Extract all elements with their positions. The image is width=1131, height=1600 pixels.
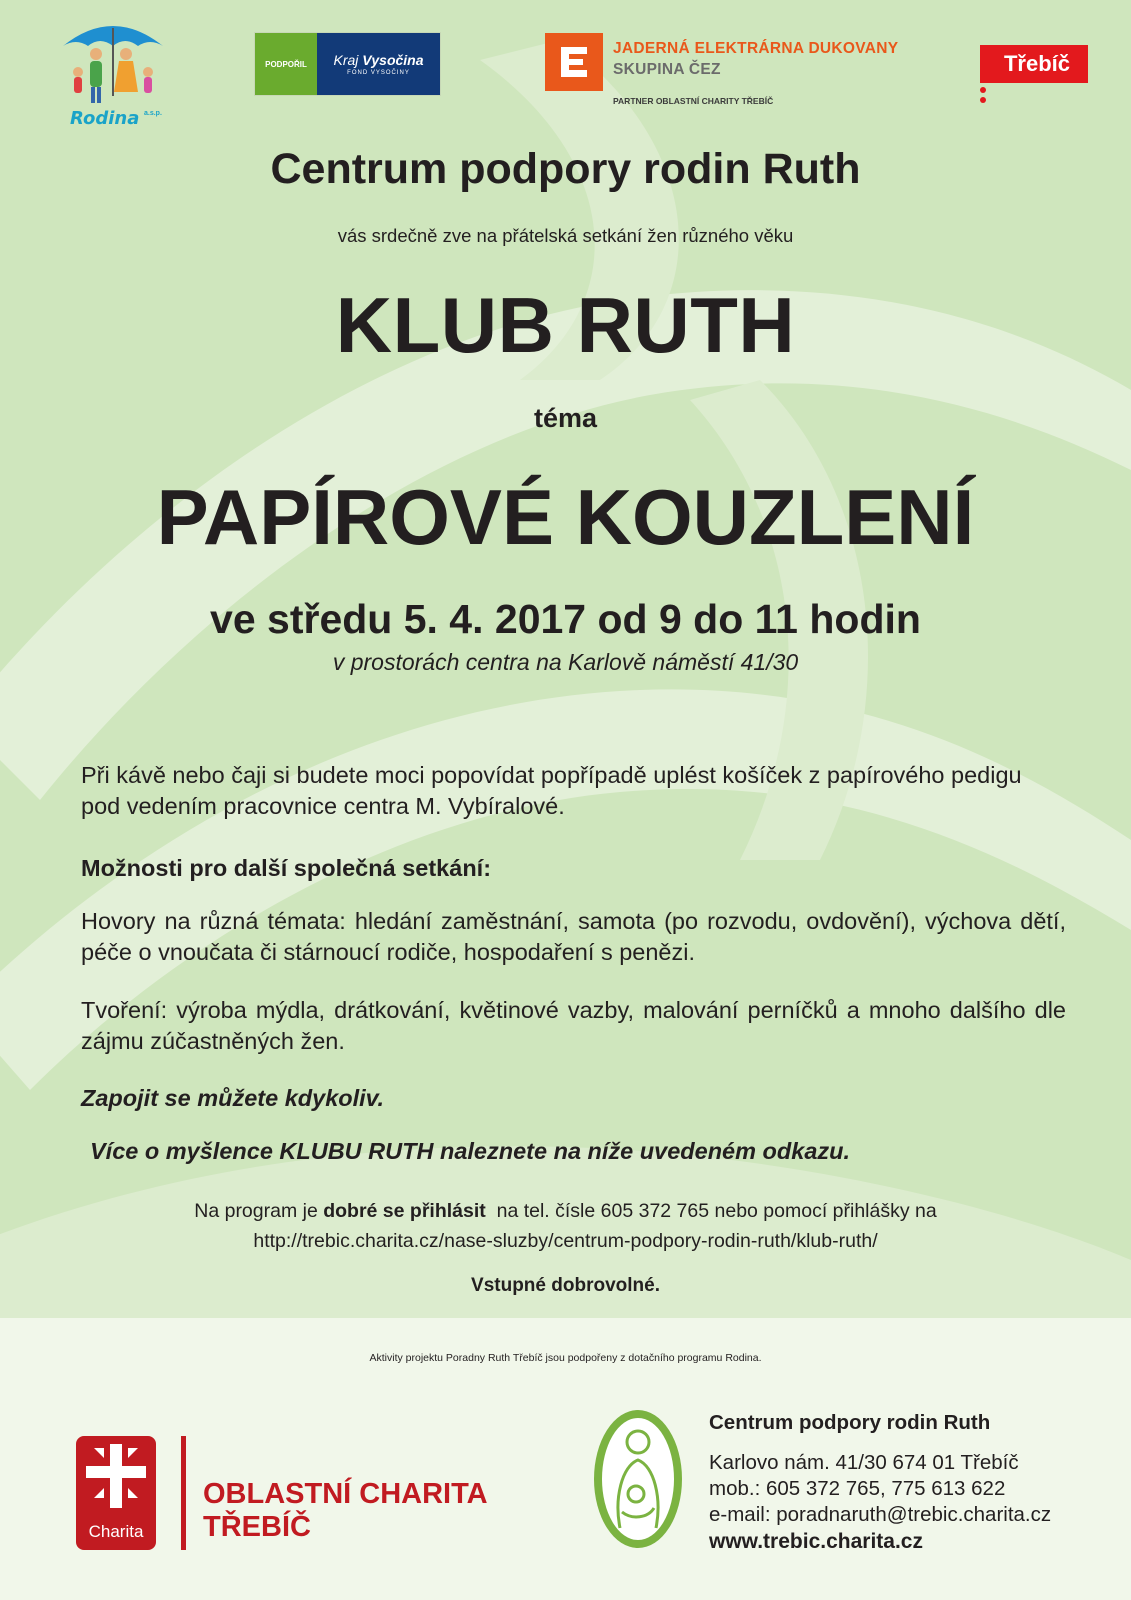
trebic-dot-icon — [980, 97, 986, 103]
contact-mobile: mob.: 605 372 765, 775 613 622 — [709, 1477, 1006, 1500]
contact-website-link[interactable]: www.trebic.charita.cz — [709, 1530, 923, 1553]
crafts-paragraph: Tvoření: výroba mýdla, drátkování, květinové vazby, malování perníčků a mnoho dalšího dle zájmu zúčastněných žen. — [81, 997, 1066, 1054]
join-anytime-note: Zapojit se můžete kdykoliv. — [81, 1085, 384, 1111]
charita-logo — [76, 1436, 156, 1550]
event-venue: v prostorách centra na Karlově náměstí 41/30 — [332, 649, 799, 675]
cez-plant-name: JADERNÁ ELEKTRÁRNA DUKOVANY — [613, 40, 899, 57]
more-info-note: Více o myšlence KLUBU RUTH naleznete na níže uvedeném odkazu. — [90, 1138, 851, 1164]
charita-logo-text: Charita — [88, 1522, 144, 1541]
theme-label: téma — [533, 403, 598, 433]
contact-title: Centrum podpory rodin Ruth — [709, 1411, 991, 1434]
trebic-dot-icon — [980, 87, 986, 93]
charita-name-line1: OBLASTNÍ CHARITA — [203, 1478, 488, 1510]
signup-info — [0, 1196, 1131, 1256]
cez-group-name: SKUPINA ČEZ — [613, 61, 721, 78]
charita-name — [203, 1478, 488, 1544]
vysocina-brand — [317, 33, 440, 95]
entry-fee-note: Vstupné dobrovolné. — [471, 1275, 660, 1296]
signup-url-link[interactable]: http://trebic.charita.cz/nase-sluzby/centrum-podpory-rodin-ruth/klub-ruth/ — [253, 1230, 878, 1252]
charita-cross-icon — [76, 1436, 156, 1516]
signup-bold: dobré se přihlásit — [323, 1200, 486, 1222]
event-datetime: ve středu 5. 4. 2017 od 9 do 11 hodin — [210, 596, 921, 642]
signup-suffix: na tel. čísle 605 372 765 nebo pomocí přihlášky na — [485, 1200, 937, 1222]
topics-paragraph: Hovory na různá témata: hledání zaměstnání, samota (po rozvodu, ovdovění), výchova dětí, péče o vnoučata či stárnoucí rodiče, hospodaření s penězi. — [81, 908, 1066, 965]
signup-prefix: Na program je — [194, 1200, 324, 1222]
description-paragraph: Při kávě nebo čaji si budete moci popovídat popřípadě uplést košíček z papírového pedigu pod vedením pracovnice centra M. Vybíralové. — [81, 762, 1022, 819]
theme-title: PAPÍROVÉ KOUZLENÍ — [156, 473, 975, 561]
rodina-logo-text: Rodina — [70, 108, 140, 129]
trebic-logo — [980, 45, 1088, 105]
options-heading: Možnosti pro další společná setkání: — [81, 855, 492, 881]
club-name: KLUB RUTH — [335, 281, 796, 369]
kraj-vysocina-logo — [254, 32, 441, 96]
trebic-logo-name: Třebíč — [980, 45, 1088, 83]
ruth-mother-child-logo — [592, 1408, 684, 1550]
rodina-logo — [58, 14, 168, 136]
invitation-text: vás srdečně zve na přátelská setkání žen různého věku — [337, 225, 794, 246]
charita-divider — [181, 1436, 186, 1550]
umbrella-family-icon — [58, 14, 168, 109]
funding-note: Aktivity projektu Poradny Ruth Třebíč jsou podpořeny z dotačního programu Rodina. — [369, 1352, 762, 1364]
vysocina-supported-label: PODPOŘIL — [255, 33, 317, 95]
rodina-logo-suffix: a.s.p. — [144, 110, 162, 117]
organizer-title: Centrum podpory rodin Ruth — [270, 145, 861, 193]
contact-address: Karlovo nám. 41/30 674 01 Třebíč — [709, 1451, 1019, 1474]
cez-partner-note: PARTNER OBLASTNÍ CHARITY TŘEBÍČ — [613, 96, 774, 106]
mother-child-icon — [592, 1408, 684, 1550]
vysocina-fund-label: FOND VYSOČINY — [347, 70, 410, 76]
vysocina-brand-name: Kraj Vysočina — [333, 52, 424, 68]
charita-name-line2: TŘEBÍČ — [203, 1511, 311, 1543]
contact-email-link[interactable]: e-mail: poradnaruth@trebic.charita.cz — [709, 1503, 1052, 1526]
cez-logo — [545, 33, 925, 113]
cez-emblem-icon — [545, 33, 603, 91]
